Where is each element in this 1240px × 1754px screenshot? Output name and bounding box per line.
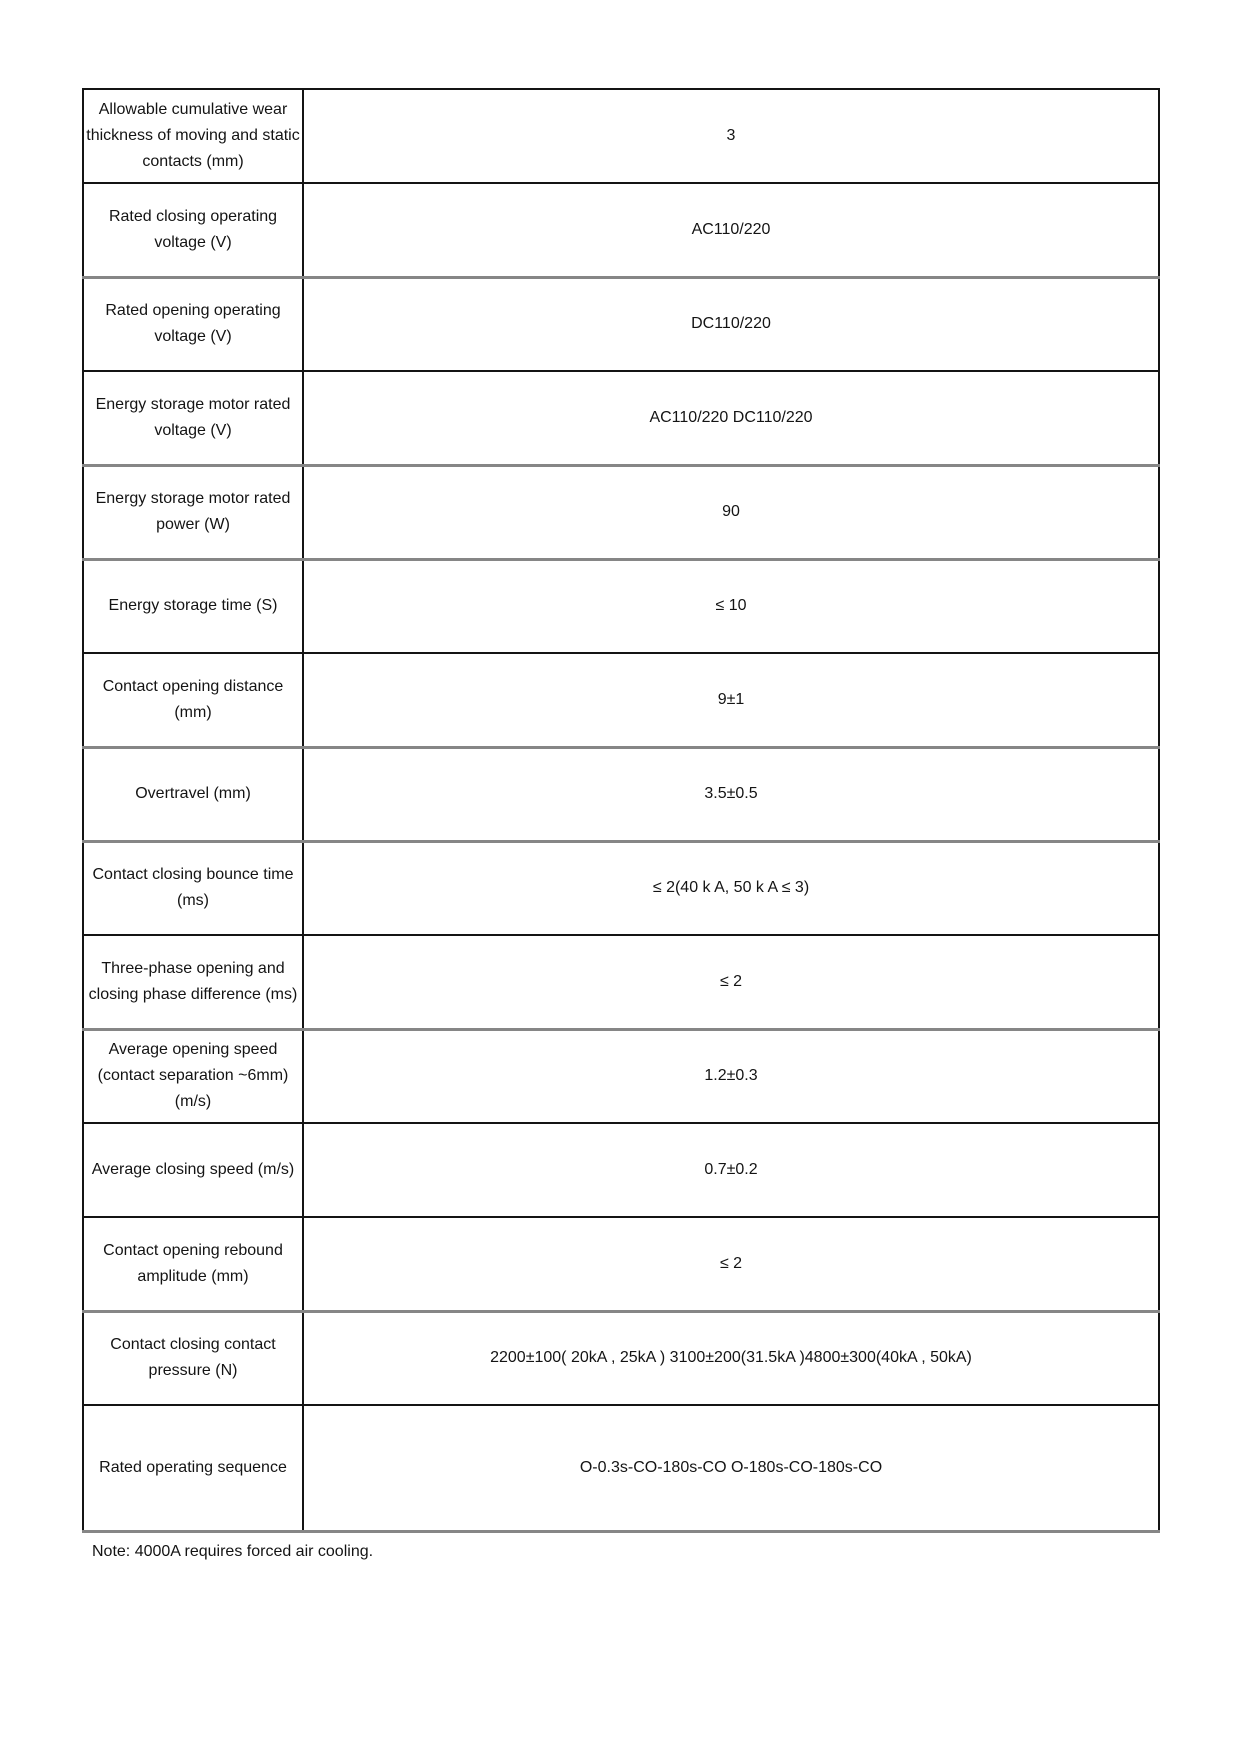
table-row: [83, 653, 1159, 747]
spec-label: Contact closing contact pressure (N): [83, 1311, 303, 1405]
spec-label: Rated operating sequence: [83, 1405, 303, 1531]
spec-label: Three-phase opening and closing phase difference (ms): [83, 935, 303, 1029]
spec-value: ≤ 10: [303, 559, 1159, 653]
table-row: [83, 89, 1159, 183]
spec-table: [82, 88, 1160, 1533]
table-row: [83, 1123, 1159, 1217]
table-row: [83, 559, 1159, 653]
spec-value: AC110/220: [303, 183, 1159, 277]
spec-label: Contact closing bounce time (ms): [83, 841, 303, 935]
spec-value: 3: [303, 89, 1159, 183]
spec-label: Average opening speed (contact separation ~6mm) (m/s): [83, 1029, 303, 1123]
spec-label: Energy storage motor rated voltage (V): [83, 371, 303, 465]
table-row: [83, 1029, 1159, 1123]
spec-value: 9±1: [303, 653, 1159, 747]
table-note: Note: 4000A requires forced air cooling.: [92, 1543, 374, 1560]
spec-label: Contact opening rebound amplitude (mm): [83, 1217, 303, 1311]
spec-label: Rated opening operating voltage (V): [83, 277, 303, 371]
spec-value: ≤ 2: [303, 1217, 1159, 1311]
spec-value: 0.7±0.2: [303, 1123, 1159, 1217]
spec-value: 90: [303, 465, 1159, 559]
spec-value: 3.5±0.5: [303, 747, 1159, 841]
table-row: [83, 371, 1159, 465]
table-row: [83, 1311, 1159, 1405]
table-row: [83, 747, 1159, 841]
spec-value: ≤ 2: [303, 935, 1159, 1029]
spec-value: 1.2±0.3: [303, 1029, 1159, 1123]
spec-value: 2200±100( 20kA , 25kA ) 3100±200(31.5kA )4800±300(40kA , 50kA): [303, 1311, 1159, 1405]
spec-label: Contact opening distance (mm): [83, 653, 303, 747]
spec-label: Overtravel (mm): [83, 747, 303, 841]
spec-label: Average closing speed (m/s): [83, 1123, 303, 1217]
table-row: [83, 1217, 1159, 1311]
table-row: [83, 1405, 1159, 1531]
table-row: [83, 841, 1159, 935]
table-row: [83, 935, 1159, 1029]
spec-label: Allowable cumulative wear thickness of moving and static contacts (mm): [83, 89, 303, 183]
table-row: [83, 465, 1159, 559]
spec-value: DC110/220: [303, 277, 1159, 371]
table-row: [83, 277, 1159, 371]
spec-label: Energy storage time (S): [83, 559, 303, 653]
table-row: [83, 183, 1159, 277]
spec-label: Energy storage motor rated power (W): [83, 465, 303, 559]
spec-label: Rated closing operating voltage (V): [83, 183, 303, 277]
spec-value: O-0.3s-CO-180s-CO O-180s-CO-180s-CO: [303, 1405, 1159, 1531]
spec-value: AC110/220 DC110/220: [303, 371, 1159, 465]
spec-value: ≤ 2(40 k A, 50 k A ≤ 3): [303, 841, 1159, 935]
